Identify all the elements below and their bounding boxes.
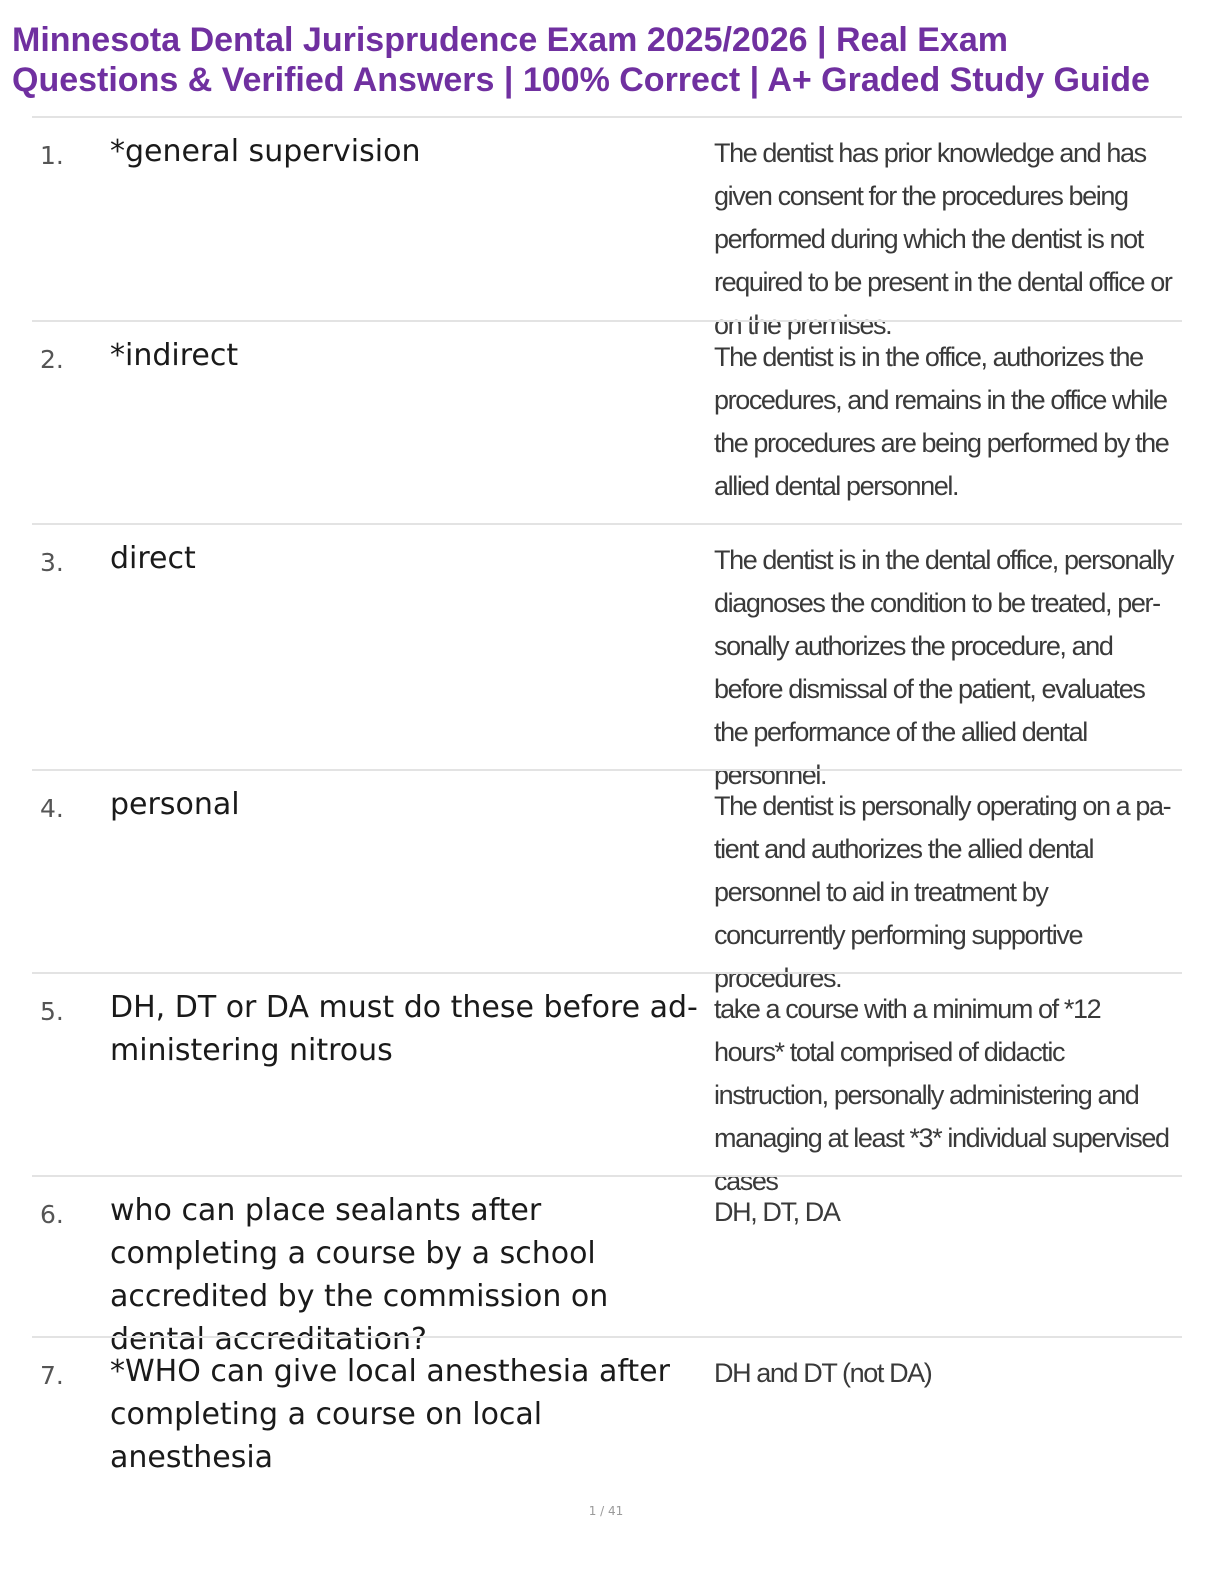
flashcard-row-4 [32,769,1182,993]
card-number: 2. [40,345,64,374]
flashcard-list [32,116,1182,1475]
card-term: who can place sealants after completing a course by a school accredited by the commission on dental accreditation? [110,1193,609,1357]
document-title-line-2: Questions & Verified Answers | 100% Correct | A+ Graded Study Guide [12,61,1150,99]
card-definition: DH, DT, DA [714,1197,840,1227]
card-term: DH, DT or DA must do these before administering nitrous [110,990,698,1068]
flashcard-row-1 [32,116,1182,340]
card-definition: take a course with a minimum of *12 hours* total comprised of didactic instruction, personally administering and managing at least *3* individual supervised cases [714,994,1169,1196]
card-number: 3. [40,548,64,577]
card-term: personal [110,787,240,822]
card-number: 6. [40,1200,64,1229]
card-number: 5. [40,997,64,1026]
card-term: *WHO can give local anesthesia after completing a course on local anesthesia [110,1354,670,1475]
document-title-line-1: Minnesota Dental Jurisprudence Exam 2025/2026 | Real Exam [12,21,1008,59]
flashcard-row-5 [32,972,1182,1196]
card-definition: The dentist is in the office, authorizes the procedures, and remains in the office while the procedures are being performed by the allied dental personnel. [714,342,1169,501]
card-definition: The dentist is personally operating on a patient and authorizes the allied dental personnel to aid in treatment by concurrently performing supportive procedures. [714,791,1172,993]
flashcard-row-2 [32,320,1182,523]
card-number: 1. [40,141,64,170]
card-term: *indirect [110,338,239,373]
flashcard-row-7 [32,1336,1182,1475]
document-title [12,20,1212,100]
card-definition: DH and DT (not DA) [714,1358,932,1388]
flashcard-row-3 [32,523,1182,790]
card-term: *general supervision [110,134,421,169]
card-definition: The dentist has prior knowledge and has given consent for the procedures being performed during which the dentist is not required to be present in the dental office or on the premises. [714,138,1172,340]
card-number: 7. [40,1361,64,1390]
page-number: 1 / 41 [588,1504,624,1518]
card-definition: The dentist is in the dental office, personally diagnoses the condition to be treated, personally authorizes the procedure, and before dismissal of the patient, evaluates the performance of the allied dental personnel. [714,545,1174,790]
card-number: 4. [40,794,64,823]
card-term: direct [110,541,196,576]
flashcard-row-6 [32,1175,1182,1357]
